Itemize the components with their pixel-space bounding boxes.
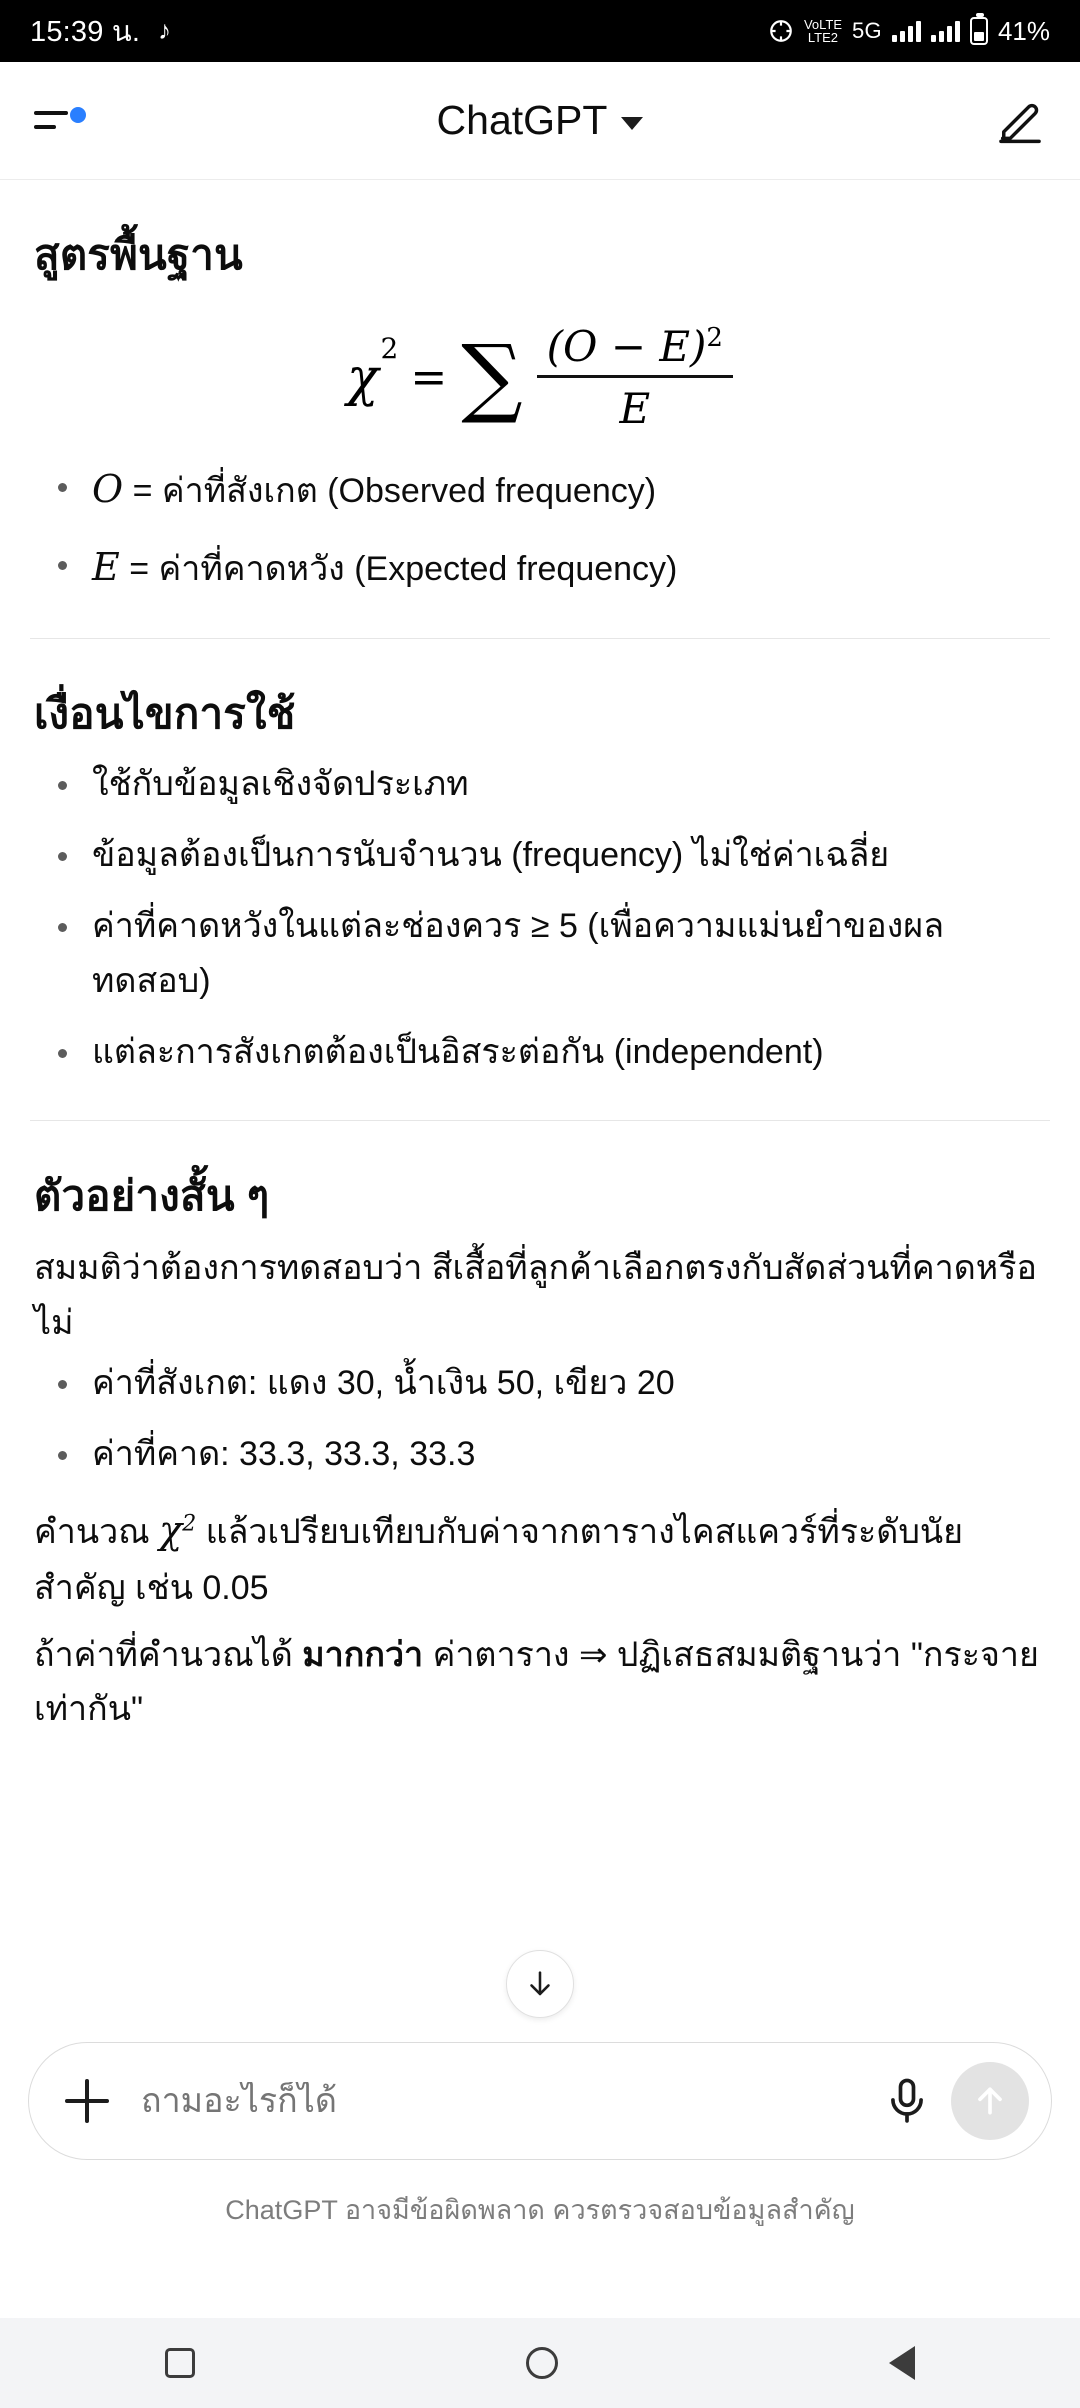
formula-sigma: ∑	[461, 326, 523, 427]
list-item	[30, 537, 1050, 599]
composer-container	[0, 2042, 1080, 2160]
definition-symbol-e: E	[92, 544, 120, 589]
closing-chi-symbol: χ	[159, 1508, 183, 1553]
definition-list	[30, 459, 1050, 598]
compose-new-chat-icon[interactable]	[994, 95, 1046, 147]
app-header	[0, 62, 1080, 180]
section-heading-formula: สูตรพื้นฐาน	[34, 231, 243, 278]
closing-2-b: ค่าตาราง ⇒ ปฏิเสธสมมติฐานว่า "กระจายเท่ากัน"	[34, 1635, 1039, 1728]
closing-2-bold: มากกว่า	[302, 1635, 424, 1674]
list-item: ข้อมูลต้องเป็นการนับจำนวน (frequency) ไม่ใช่ค่าเฉลี่ย	[30, 828, 1050, 883]
status-bar-left	[30, 8, 171, 54]
formula-fraction	[537, 322, 733, 433]
home-icon[interactable]	[526, 2347, 558, 2379]
closing-1-b: แล้วเปรียบเทียบกับค่าจากตารางไคสแควร์ที่ระดับนัยสำคัญ เช่น 0.05	[34, 1513, 964, 1608]
list-item: ค่าที่สังเกต: แดง 30, น้ำเงิน 50, เขียว 20	[30, 1356, 1050, 1411]
footer-disclaimer: ChatGPT อาจมีข้อผิดพลาด ควรตรวจสอบข้อมูลสำคัญ	[225, 2195, 855, 2225]
send-button[interactable]	[951, 2062, 1029, 2140]
system-navigation-bar	[0, 2318, 1080, 2408]
signal-bars-icon-1	[892, 20, 921, 42]
list-item: ค่าที่คาดหวังในแต่ละช่องควร ≥ 5 (เพื่อความแม่นยำของผลทดสอบ)	[30, 899, 1050, 1009]
location-icon	[768, 18, 794, 44]
plus-icon[interactable]	[59, 2073, 115, 2129]
volte-indicator: VoLTE LTE2	[803, 17, 842, 45]
status-time: 15:39 น.	[30, 16, 141, 48]
list-item: ค่าที่คาด: 33.3, 33.3, 33.3	[30, 1427, 1050, 1482]
section-heading-example: ตัวอย่างสั้น ๆ	[34, 1172, 270, 1220]
formula-denominator: E	[619, 384, 651, 433]
network-type-label: 5G	[852, 18, 882, 43]
status-bar-right	[768, 16, 1050, 47]
formula-equals: =	[410, 352, 448, 403]
signal-bars-icon-2	[931, 20, 960, 42]
closing-paragraph-1	[34, 1500, 1046, 1615]
example-intro: สมมติว่าต้องการทดสอบว่า สีเสื้อที่ลูกค้าเลือกตรงกับสัดส่วนที่คาดหรือไม่	[34, 1249, 1037, 1342]
definition-text-o: = ค่าที่สังเกต (Observed frequency)	[123, 472, 657, 510]
closing-1-a: คำนวณ	[34, 1513, 160, 1552]
divider	[30, 1120, 1050, 1121]
formula-numerator: (O − E)	[546, 322, 707, 371]
closing-chi-exponent: 2	[182, 1512, 197, 1538]
menu-notification-dot	[70, 107, 86, 123]
conditions-list	[30, 757, 1050, 1080]
microphone-icon[interactable]	[881, 2075, 933, 2127]
list-item: แต่ละการสังเกตต้องเป็นอิสระต่อกัน (independent)	[30, 1025, 1050, 1080]
back-icon[interactable]	[889, 2346, 915, 2380]
formula-chi-symbol: χ	[347, 347, 379, 408]
definition-symbol-o: O	[92, 467, 124, 511]
composer-bar[interactable]	[28, 2042, 1052, 2160]
tiktok-icon: ♪	[158, 15, 172, 45]
definition-text-e: = ค่าที่คาดหวัง (Expected frequency)	[119, 549, 678, 588]
hamburger-menu-icon[interactable]	[34, 101, 88, 141]
chat-message-body	[0, 180, 1080, 1800]
chi-square-formula	[30, 322, 1050, 433]
list-item: ใช้กับข้อมูลเชิงจัดประเภท	[30, 757, 1050, 812]
battery-icon	[970, 17, 988, 45]
arrow-up-send-icon	[970, 2081, 1010, 2121]
formula-numerator-exponent: 2	[706, 323, 723, 353]
battery-percent: 41%	[997, 15, 1050, 46]
message-input[interactable]	[115, 2082, 881, 2121]
closing-paragraph-2	[34, 1628, 1046, 1737]
page-title: ChatGPT	[436, 97, 608, 143]
arrow-down-icon	[523, 1967, 557, 2001]
list-item	[30, 459, 1050, 521]
scroll-to-bottom-button[interactable]	[506, 1950, 574, 2018]
chevron-down-icon	[621, 117, 643, 130]
example-list	[30, 1356, 1050, 1482]
recents-icon[interactable]	[165, 2348, 195, 2378]
model-selector[interactable]	[0, 97, 1080, 144]
divider	[30, 638, 1050, 639]
closing-2-a: ถ้าค่าที่คำนวณได้	[34, 1635, 303, 1674]
status-bar	[0, 0, 1080, 62]
formula-chi-exponent: 2	[380, 332, 399, 366]
section-heading-conditions: เงื่อนไขการใช้	[34, 690, 296, 738]
